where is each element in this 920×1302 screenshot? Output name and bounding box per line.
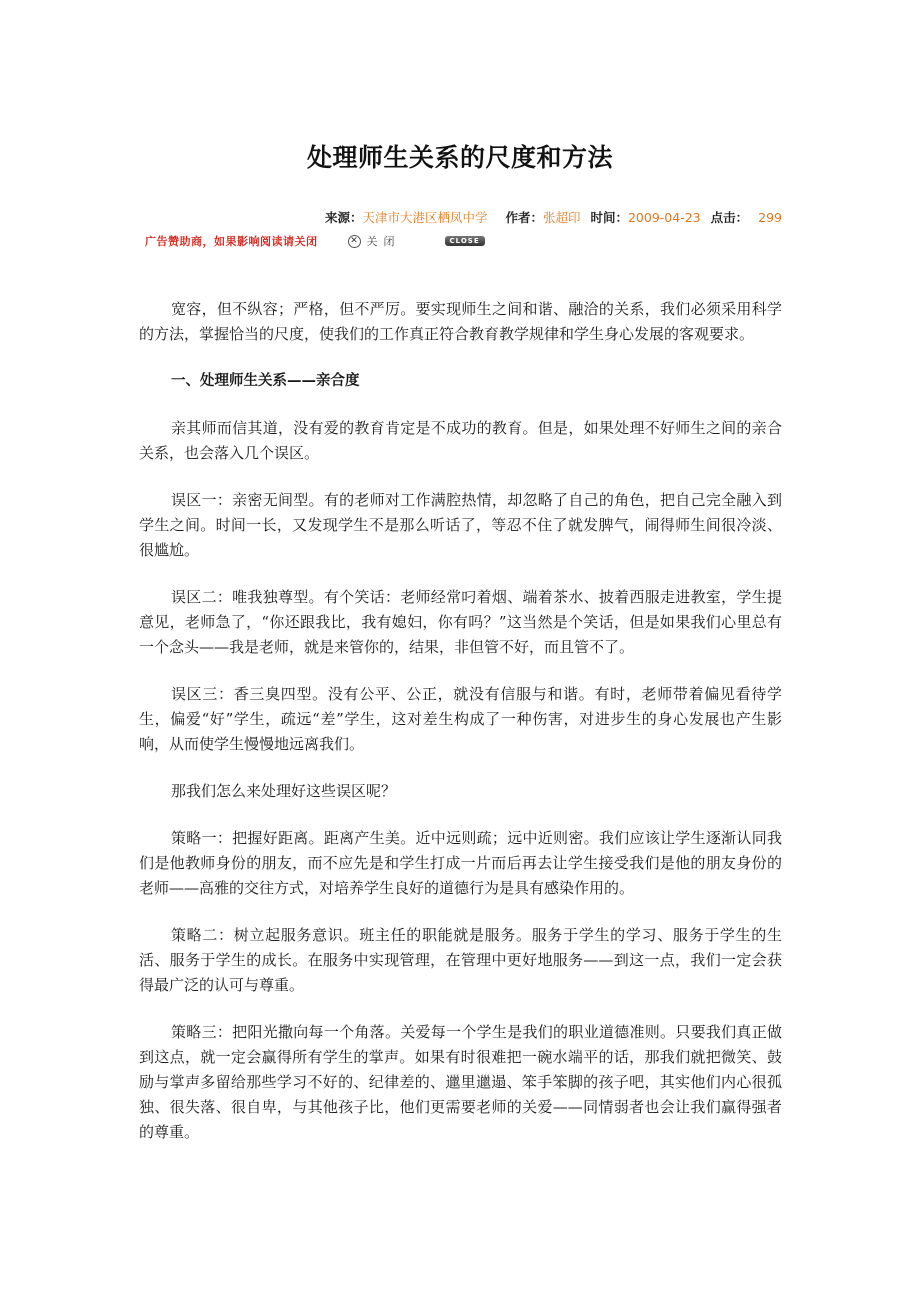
clicks-label: 点击： bbox=[710, 210, 749, 225]
time-value: 2009-04-23 bbox=[627, 210, 701, 225]
body-paragraph: 策略三：把阳光撒向每一个角落。关爱每一个学生是我们的职业道德准则。只要我们真正做到这点，就一定会赢得所有学生的掌声。如果有时很难把一碗水端平的话，那我们就把微笑、鼓励与掌声多留给那些学习不好的、纪律差的、邋里邋遢、笨手笨脚的孩子吧，其实他们内心很孤独、很失落、很自卑，与其他孩子比，他们更需要老师的关爱——同情弱者也会让我们赢得强者的尊重。 bbox=[139, 1023, 782, 1141]
author-label: 作者： bbox=[505, 210, 543, 225]
body-paragraph: 亲其师而信其道，没有爱的教育肯定是不成功的教育。但是，如果处理不好师生之间的亲合关系，也会落入几个误区。 bbox=[139, 419, 782, 462]
ad-notice: 广告赞助商，如果影响阅读请关闭 bbox=[145, 235, 318, 248]
article-body bbox=[139, 297, 782, 1167]
article-meta bbox=[325, 208, 782, 226]
body-paragraph: 误区一：亲密无间型。有的老师对工作满腔热情，却忽略了自己的角色，把自己完全融入到学生之间。时间一长，又发现学生不是那么听话了，等忍不住了就发脾气，闹得师生间很冷淡、很尴尬。 bbox=[139, 491, 782, 559]
body-paragraph: 误区二：唯我独尊型。有个笑话：老师经常叼着烟、端着茶水、披着西服走进教室，学生提意见，老师急了，“你还跟我比，我有媳妇，你有吗？”这当然是个笑话，但是如果我们心里总有一个念头——我是老师，就是来管你的，结果，非但管不好，而且管不了。 bbox=[139, 588, 782, 656]
body-paragraph: 误区三：香三臭四型。没有公平、公正，就没有信服与和谐。有时，老师带着偏见看待学生，偏爱“好”学生，疏远“差”学生，这对差生构成了一种伤害，对进步生的身心发展也产生影响，从而使学生慢慢地远离我们。 bbox=[139, 685, 782, 753]
body-paragraph: 策略一：把握好距离。距离产生美。近中远则疏；远中近则密。我们应该让学生逐渐认同我们是他教师身份的朋友，而不应先是和学生打成一片而后再去让学生接受我们是他的朋友身份的老师——高雅的交往方式，对培养学生良好的道德行为是具有感染作用的。 bbox=[139, 829, 782, 897]
clicks-value: 299 bbox=[758, 210, 782, 225]
ad-close-link[interactable] bbox=[348, 233, 401, 249]
body-paragraph: 那我们怎么来处理好这些误区呢？ bbox=[171, 782, 397, 800]
source-label: 来源： bbox=[324, 210, 363, 225]
time-label: 时间： bbox=[590, 210, 628, 225]
source-value[interactable]: 天津市大港区栖凤中学 bbox=[362, 210, 488, 225]
ad-close-button[interactable]: CLOSE bbox=[445, 236, 485, 246]
ad-bar bbox=[145, 232, 485, 250]
ad-close-label: 关闭 bbox=[366, 235, 401, 248]
close-circle-icon: ✕ bbox=[348, 235, 361, 248]
article-title: 处理师生关系的尺度和方法 bbox=[306, 143, 613, 172]
section-heading: 一、处理师生关系——亲合度 bbox=[171, 373, 360, 389]
author-value[interactable]: 张超印 bbox=[542, 210, 581, 225]
intro-paragraph: 宽容，但不纵容；严格，但不严厉。要实现师生之间和谐、融洽的关系，我们必须采用科学的方法，掌握恰当的尺度，使我们的工作真正符合教育教学规律和学生身心发展的客观要求。 bbox=[139, 300, 782, 343]
body-paragraph: 策略二：树立起服务意识。班主任的职能就是服务。服务于学生的学习、服务于学生的生活、服务于学生的成长。在服务中实现管理，在管理中更好地服务——到这一点，我们一定会获得最广泛的认可与尊重。 bbox=[139, 926, 782, 994]
